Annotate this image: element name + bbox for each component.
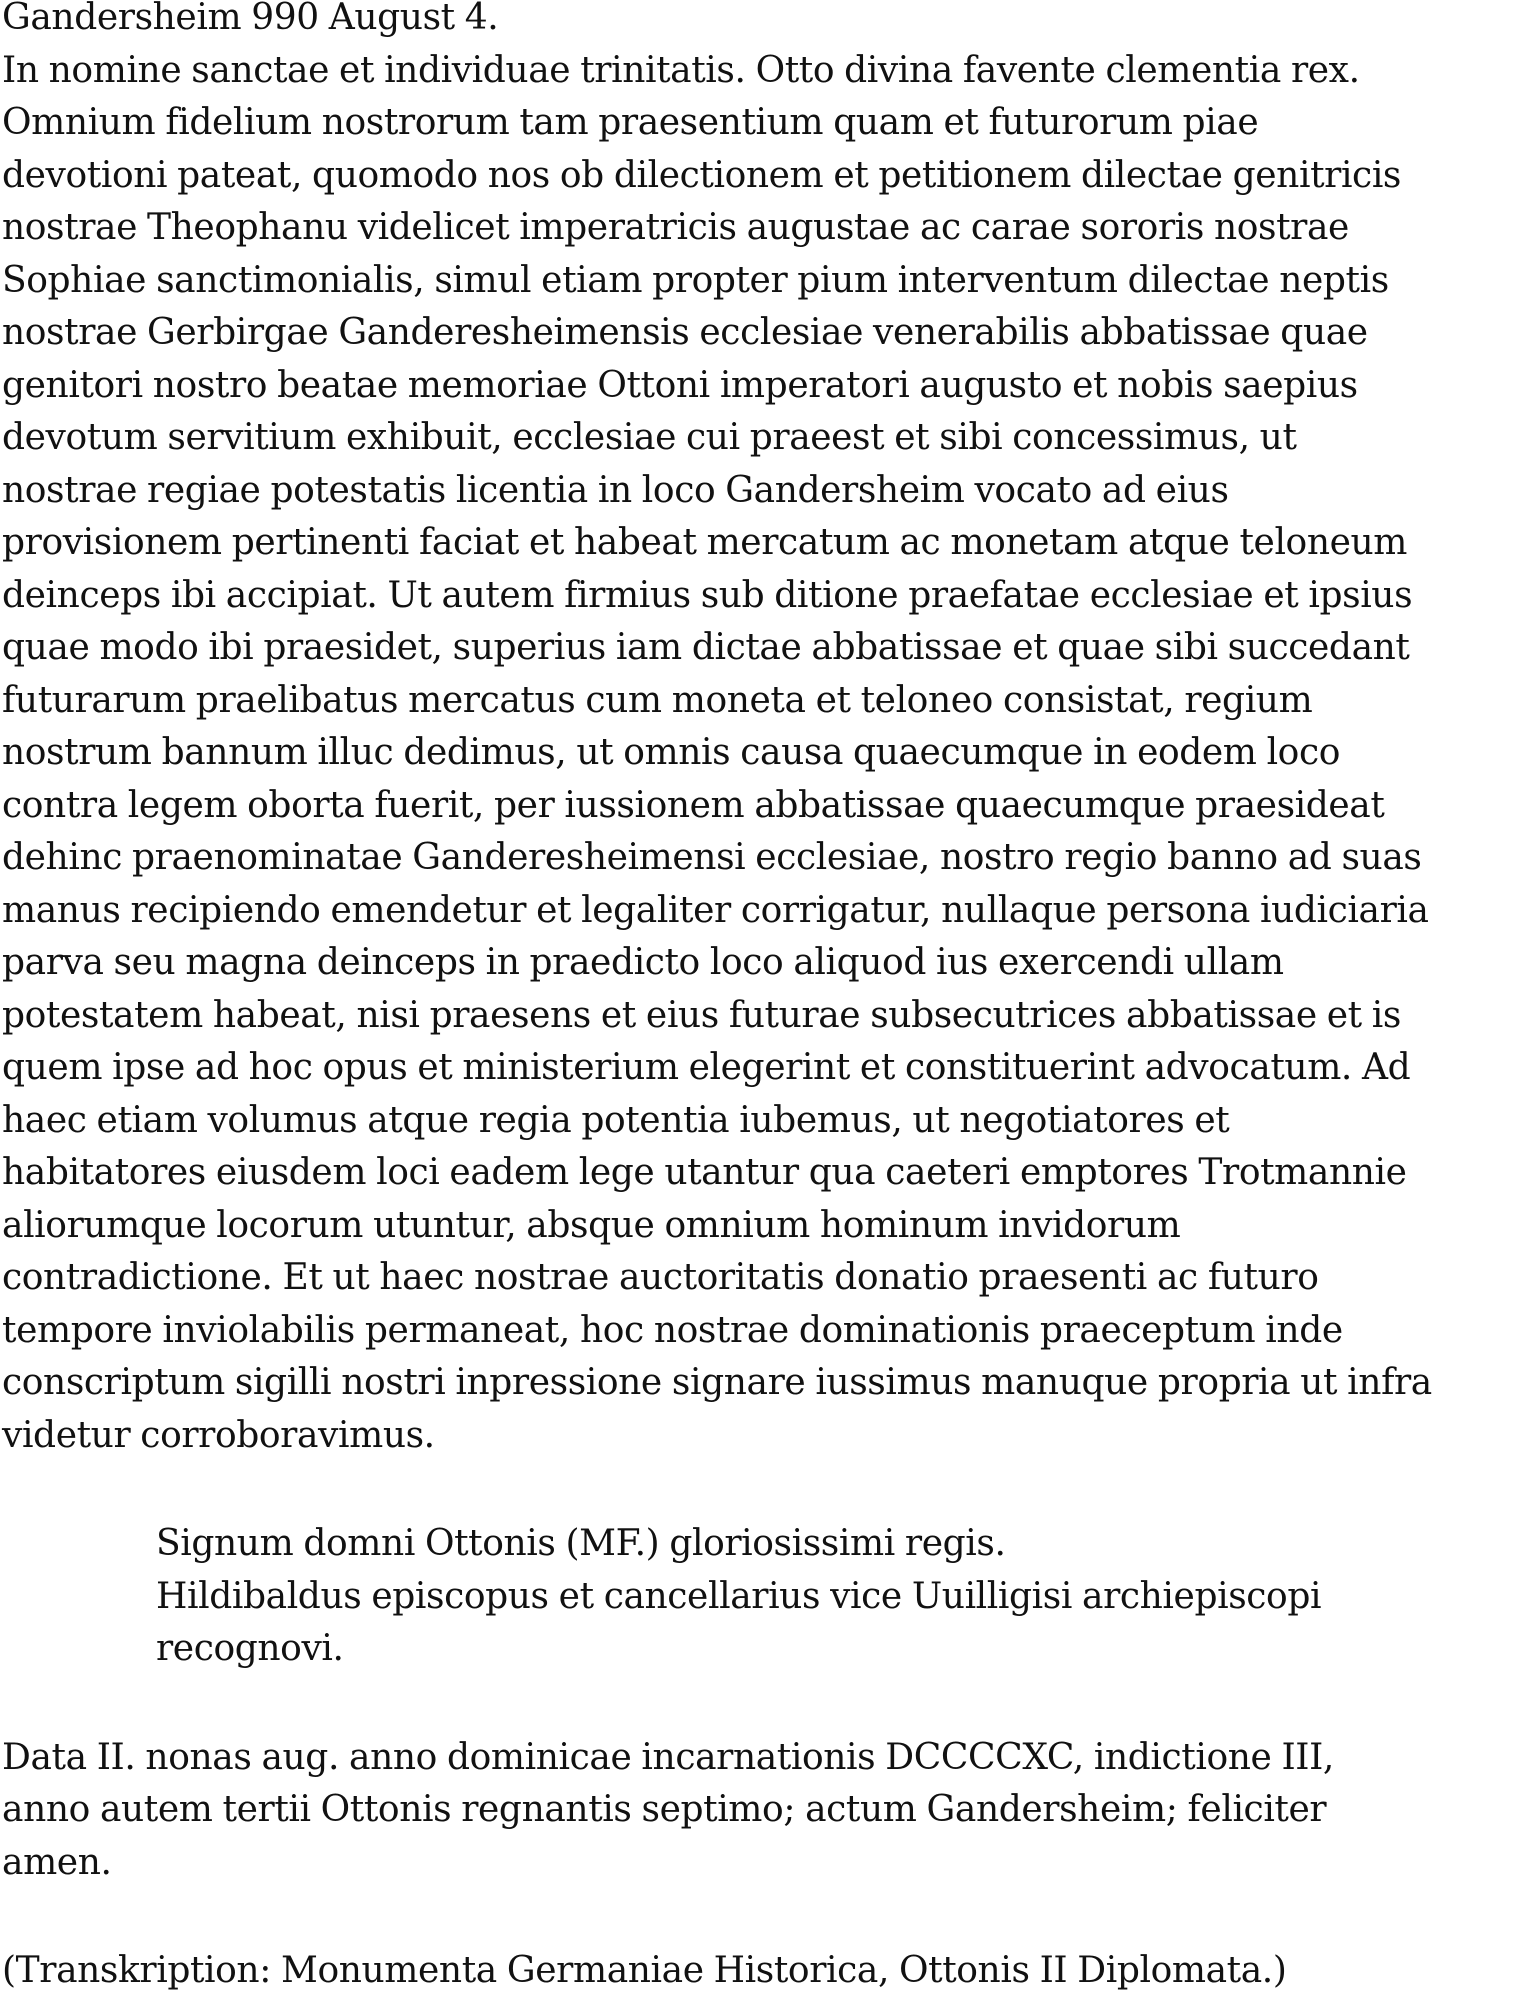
signature-line-1: Signum domni Ottonis (MF.) gloriosissimi regis. — [156, 1523, 1006, 1564]
body-line-3: devotioni pateat, quomodo nos ob dilectionem et petitionem dilectae genitricis — [2, 154, 1402, 196]
body-line-18: parva seu magna deinceps in praedicto loco aliquod ius exercendi ullam — [2, 942, 1284, 983]
signature-line-2: Hildibaldus episcopus et cancellarius vice Uuilligisi archiepiscopi — [156, 1575, 1322, 1617]
body-line-21: haec etiam volumus atque regia potentia iubemus, ut negotiatores et — [2, 1099, 1230, 1141]
body-line-23: aliorumque locorum utuntur, absque omnium hominum invidorum — [2, 1204, 1181, 1246]
source-note: (Transkription: Monumenta Germaniae Historica, Ottonis II Diplomata.) — [2, 1950, 1287, 1991]
body-line-15: contra legem oborta fuerit, per iussionem abbatissae quaecumque praesideat — [2, 784, 1385, 826]
body-line-1: In nomine sanctae et individuae trinitatis. Otto divina favente clementia rex. — [2, 49, 1360, 91]
body-line-17: manus recipiendo emendetur et legaliter corrigatur, nullaque persona iudiciaria — [2, 889, 1429, 931]
dating-block — [2, 1732, 1516, 1890]
body-line-24: contradictione. Et ut haec nostrae auctoritatis donatio praesenti ac futuro — [2, 1257, 1319, 1298]
body-line-5: Sophiae sanctimonialis, simul etiam propter pium interventum dilectae neptis — [2, 259, 1389, 301]
body-line-9: nostrae regiae potestatis licentia in loco Gandersheim vocato ad eius — [2, 469, 1229, 511]
dating-line-2: anno autem tertii Ottonis regnantis septimo; actum Gandersheim; feliciter — [2, 1789, 1327, 1830]
signature-block — [2, 1518, 1516, 1676]
signature-line-3: recognovi. — [156, 1628, 344, 1669]
source-note-block — [2, 1945, 1516, 1998]
body-line-13: futurarum praelibatus mercatus cum moneta et teloneo consistat, regium — [2, 679, 1313, 721]
dating-line-1: Data II. nonas aug. anno dominicae incarnationis DCCCCXC, indictione III, — [2, 1736, 1334, 1778]
body-line-4: nostrae Theophanu videlicet imperatricis augustae ac carae sororis nostrae — [2, 207, 1349, 248]
body-line-2: Omnium fidelium nostrorum tam praesentium quam et futurorum piae — [2, 102, 1259, 143]
body-line-11: deinceps ibi accipiat. Ut autem firmius sub ditione praefatae ecclesiae et ipsius — [2, 574, 1413, 616]
body-line-8: devotum servitium exhibuit, ecclesiae cui praeest et sibi concessimus, ut — [2, 417, 1297, 458]
body-line-25: tempore inviolabilis permaneat, hoc nostrae dominationis praeceptum inde — [2, 1309, 1343, 1351]
body-line-20: quem ipse ad hoc opus et ministerium elegerint et constituerint advocatum. Ad — [2, 1047, 1411, 1088]
body-line-16: dehinc praenominatae Ganderesheimensi ecclesiae, nostro regio banno ad suas — [2, 837, 1422, 878]
charter-text — [2, 0, 1516, 1462]
body-line-7: genitori nostro beatae memoriae Ottoni imperatori augusto et nobis saepius — [2, 364, 1358, 406]
dating-line-3: amen. — [2, 1841, 112, 1883]
body-line-26: conscriptum sigilli nostri inpressione signare iussimus manuque propria ut infra — [2, 1362, 1432, 1403]
body-line-27: videtur corroboravimus. — [2, 1414, 435, 1456]
body-line-19: potestatem habeat, nisi praesens et eius futurae subsecutrices abbatissae et is — [2, 994, 1401, 1036]
document-heading: Gandersheim 990 August 4. — [2, 0, 499, 38]
body-line-12: quae modo ibi praesidet, superius iam dictae abbatissae et quae sibi succedant — [2, 627, 1410, 668]
body-line-6: nostrae Gerbirgae Ganderesheimensis ecclesiae venerabilis abbatissae quae — [2, 312, 1368, 353]
body-line-22: habitatores eiusdem loci eadem lege utantur qua caeteri emptores Trotmannie — [2, 1152, 1407, 1193]
body-line-10: provisionem pertinenti faciat et habeat mercatum ac monetam atque teloneum — [2, 522, 1408, 563]
body-line-14: nostrum bannum illuc dedimus, ut omnis causa quaecumque in eodem loco — [2, 732, 1340, 773]
